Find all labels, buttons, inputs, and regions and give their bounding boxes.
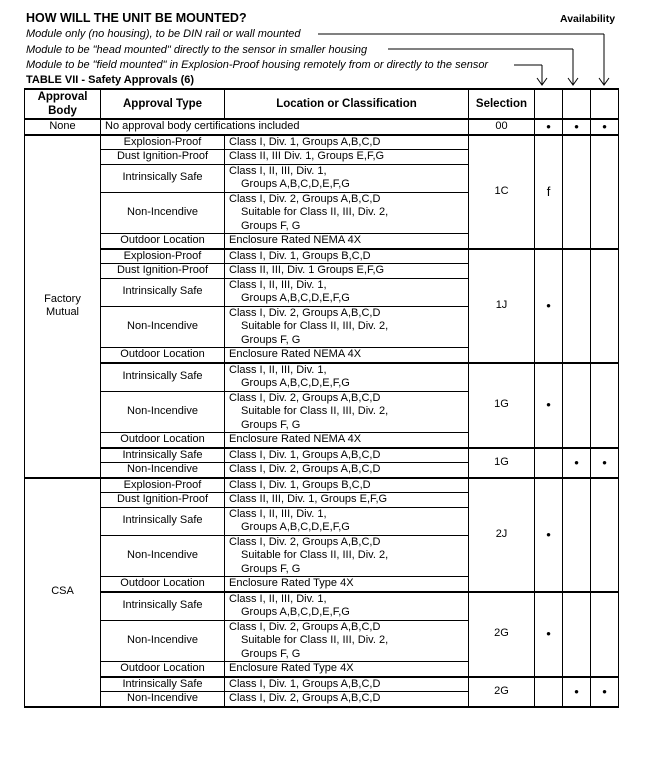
location-line: Groups F, G xyxy=(241,333,301,346)
location-line: Suitable for Class II, III, Div. 2, xyxy=(241,405,389,417)
location-line: Class I, Div. 2, Groups A,B,C,D xyxy=(229,306,381,319)
safety-approvals-table xyxy=(24,88,619,708)
location-line: Class I, Div. 2, Groups A,B,C,D xyxy=(229,391,381,404)
approval-type: Intrinsically Safe xyxy=(101,507,225,535)
location-classification xyxy=(225,662,469,677)
table-row xyxy=(25,448,619,463)
avail-mark xyxy=(563,249,591,363)
col-avail-3 xyxy=(591,89,619,119)
avail-mark xyxy=(563,363,591,448)
location-line: Groups F, G xyxy=(241,418,301,431)
location-classification xyxy=(225,493,469,508)
location-classification xyxy=(225,391,469,433)
avail-mark: • xyxy=(591,448,619,478)
location-line: Class I, II, III, Div. 1, xyxy=(229,164,327,177)
approval-type: Intrinsically Safe xyxy=(101,592,225,621)
selection-code: 1G xyxy=(469,448,535,478)
avail-mark xyxy=(563,135,591,249)
table-title: TABLE VII - Safety Approvals (6) xyxy=(26,74,195,86)
avail-mark: • xyxy=(535,363,563,448)
location-classification xyxy=(225,264,469,279)
location-classification xyxy=(225,433,469,448)
avail-mark xyxy=(535,677,563,707)
selection-code: 00 xyxy=(469,119,535,135)
location-line: Class I, Div. 1, Groups A,B,C,D xyxy=(229,448,381,461)
selection-code: 2G xyxy=(469,592,535,677)
selection-code: 2G xyxy=(469,677,535,707)
approval-type: Intrinsically Safe xyxy=(101,164,225,192)
location-classification xyxy=(225,677,469,692)
location-line: Groups A,B,C,D,E,F,G xyxy=(241,606,350,618)
approval-type: Dust Ignition-Proof xyxy=(101,493,225,508)
approval-type: Non-Incendive xyxy=(101,620,225,662)
location-line: Suitable for Class II, III, Div. 2, xyxy=(241,549,389,561)
location-line: Class I, Div. 1, Groups B,C,D xyxy=(229,478,371,491)
approval-type: Explosion-Proof xyxy=(101,135,225,150)
location-classification xyxy=(225,192,469,234)
location-classification xyxy=(225,135,469,150)
location-line: Groups A,B,C,D,E,F,G xyxy=(241,521,350,533)
location-classification xyxy=(225,577,469,592)
avail-mark xyxy=(591,363,619,448)
table-row xyxy=(25,592,619,621)
approval-type: Non-Incendive xyxy=(101,463,225,478)
location-line: Class II, III, Div. 1, Groups E,F,G xyxy=(229,493,388,505)
location-classification xyxy=(225,249,469,264)
avail-mark: f xyxy=(535,135,563,249)
location-classification xyxy=(225,692,469,707)
avail-mark xyxy=(563,478,591,592)
location-classification xyxy=(225,448,469,463)
location-line: Groups A,B,C,D,E,F,G xyxy=(241,292,350,304)
approval-type: Outdoor Location xyxy=(101,348,225,363)
avail-mark: • xyxy=(591,119,619,135)
section-question: HOW WILL THE UNIT BE MOUNTED? xyxy=(26,11,247,25)
approval-body xyxy=(25,478,101,707)
location-classification xyxy=(225,164,469,192)
table-row xyxy=(25,677,619,692)
approval-type: Intrinsically Safe xyxy=(101,363,225,392)
approval-body-line: CSA xyxy=(51,585,74,598)
location-line: Enclosure Rated Type 4X xyxy=(229,662,354,674)
approval-type: Non-Incendive xyxy=(101,391,225,433)
approval-body-line: Mutual xyxy=(45,306,80,318)
approval-type: Explosion-Proof xyxy=(101,478,225,493)
approval-type: Non-Incendive xyxy=(101,306,225,348)
avail-mark xyxy=(563,592,591,677)
location-line: Class I, Div. 2, Groups A,B,C,D xyxy=(229,463,381,475)
location-line: Groups F, G xyxy=(241,219,301,232)
location-line: Class I, Div. 2, Groups A,B,C,D xyxy=(229,692,381,704)
col-location: Location or Classification xyxy=(225,89,469,119)
approval-body-line: Factory xyxy=(44,292,81,305)
avail-mark: • xyxy=(535,119,563,135)
location-classification xyxy=(225,592,469,621)
location-line: Suitable for Class II, III, Div. 2, xyxy=(241,320,389,332)
approval-type: Non-Incendive xyxy=(101,692,225,707)
no-approval-text: No approval body certifications included xyxy=(101,119,469,135)
location-line: Class I, Div. 2, Groups A,B,C,D xyxy=(229,192,381,205)
location-classification xyxy=(225,348,469,363)
avail-mark xyxy=(591,478,619,592)
location-line: Enclosure Rated NEMA 4X xyxy=(229,433,362,445)
approval-body xyxy=(25,135,101,478)
location-classification xyxy=(225,478,469,493)
approval-type: Non-Incendive xyxy=(101,192,225,234)
availability-leader-lines xyxy=(0,0,649,100)
table-row xyxy=(25,249,619,264)
location-line: Enclosure Rated NEMA 4X xyxy=(229,234,362,246)
avail-mark xyxy=(591,249,619,363)
header-row xyxy=(25,89,619,119)
selection-code: 1C xyxy=(469,135,535,249)
avail-mark: • xyxy=(535,478,563,592)
approval-type: Dust Ignition-Proof xyxy=(101,150,225,165)
approval-type: Outdoor Location xyxy=(101,662,225,677)
avail-mark: • xyxy=(591,677,619,707)
location-classification xyxy=(225,463,469,478)
location-line: Class I, Div. 1, Groups A,B,C,D xyxy=(229,677,381,690)
location-line: Class I, Div. 1, Groups A,B,C,D xyxy=(229,135,381,148)
location-line: Class I, II, III, Div. 1, xyxy=(229,278,327,291)
col-approval-type: Approval Type xyxy=(101,89,225,119)
approval-type: Outdoor Location xyxy=(101,234,225,249)
mount-option-din: Module only (no housing), to be DIN rail or wall mounted xyxy=(26,28,301,40)
approval-type: Intrinsically Safe xyxy=(101,278,225,306)
selection-code: 2J xyxy=(469,478,535,592)
location-line: Suitable for Class II, III, Div. 2, xyxy=(241,634,389,646)
location-line: Class I, II, III, Div. 1, xyxy=(229,363,327,376)
approval-type: Outdoor Location xyxy=(101,577,225,592)
table-row xyxy=(25,363,619,392)
location-line: Class I, Div. 2, Groups A,B,C,D xyxy=(229,620,381,633)
mount-option-head: Module to be "head mounted" directly to the sensor in smaller housing xyxy=(26,44,368,56)
avail-mark xyxy=(535,448,563,478)
location-line: Groups F, G xyxy=(241,647,301,660)
location-line: Suitable for Class II, III, Div. 2, xyxy=(241,206,389,218)
col-avail-2 xyxy=(563,89,591,119)
location-classification xyxy=(225,278,469,306)
availability-label: Availability xyxy=(560,13,616,25)
location-line: Class I, II, III, Div. 1, xyxy=(229,592,327,605)
selection-code: 1J xyxy=(469,249,535,363)
table-row xyxy=(25,135,619,150)
col-avail-1 xyxy=(535,89,563,119)
col-selection: Selection xyxy=(469,89,535,119)
avail-mark: • xyxy=(563,119,591,135)
location-line: Class II, III Div. 1, Groups E,F,G xyxy=(229,150,385,162)
approval-type: Dust Ignition-Proof xyxy=(101,264,225,279)
avail-mark: • xyxy=(563,448,591,478)
avail-mark xyxy=(591,592,619,677)
location-line: Class I, Div. 1, Groups B,C,D xyxy=(229,249,371,262)
avail-mark: • xyxy=(563,677,591,707)
location-line: Groups A,B,C,D,E,F,G xyxy=(241,178,350,190)
location-line: Groups A,B,C,D,E,F,G xyxy=(241,377,350,389)
location-classification xyxy=(225,150,469,165)
avail-mark xyxy=(591,135,619,249)
avail-mark: • xyxy=(535,249,563,363)
approval-body: None xyxy=(25,119,101,135)
approval-type: Non-Incendive xyxy=(101,535,225,577)
location-classification xyxy=(225,234,469,249)
approval-type: Intrinsically Safe xyxy=(101,677,225,692)
location-classification xyxy=(225,535,469,577)
approval-type: Outdoor Location xyxy=(101,433,225,448)
approval-type: Intrinsically Safe xyxy=(101,448,225,463)
table-row xyxy=(25,478,619,493)
mount-option-field: Module to be "field mounted" in Explosion-Proof housing remotely from or directly to the sensor xyxy=(26,59,489,71)
table-row xyxy=(25,119,619,135)
location-classification xyxy=(225,620,469,662)
location-classification xyxy=(225,306,469,348)
location-line: Enclosure Rated Type 4X xyxy=(229,577,354,589)
location-classification xyxy=(225,507,469,535)
selection-code: 1G xyxy=(469,363,535,448)
location-classification xyxy=(225,363,469,392)
location-line: Enclosure Rated NEMA 4X xyxy=(229,348,362,360)
location-line: Groups F, G xyxy=(241,562,301,575)
approval-type: Explosion-Proof xyxy=(101,249,225,264)
location-line: Class I, II, III, Div. 1, xyxy=(229,507,327,520)
col-approval-body: Approval Body xyxy=(25,89,101,119)
location-line: Class II, III, Div. 1 Groups E,F,G xyxy=(229,264,385,276)
location-line: Class I, Div. 2, Groups A,B,C,D xyxy=(229,535,381,548)
avail-mark: • xyxy=(535,592,563,677)
